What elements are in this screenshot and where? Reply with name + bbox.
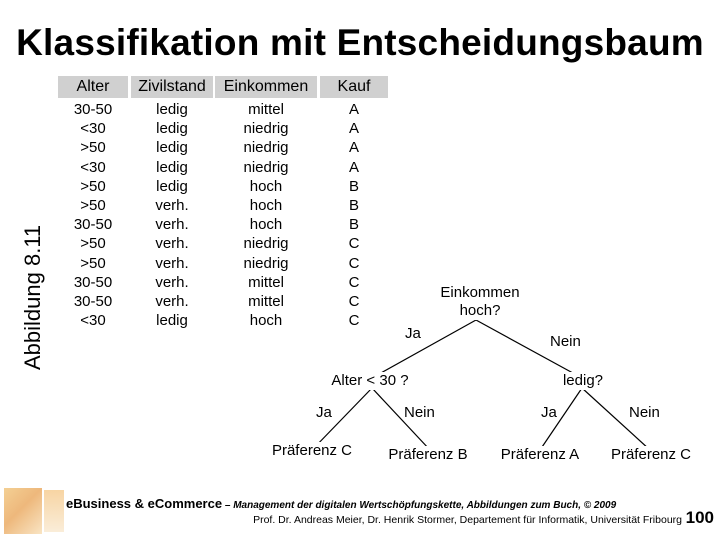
edge-label-alter-yes: Ja — [316, 404, 332, 421]
table-cell-alter: 30-50 — [73, 292, 113, 310]
table-cell-kauf: A — [348, 158, 359, 176]
table-cell-zivilstand: ledig — [156, 312, 188, 330]
table-cell-kauf: C — [348, 312, 360, 330]
footer-brand: eBusiness & eCommerce — [66, 496, 223, 511]
footer-authors: Prof. Dr. Andreas Meier, Dr. Henrik Stormer, Departement für Informatik, Universität Fribourg — [253, 514, 682, 526]
table-cell-kauf: B — [348, 177, 359, 195]
decorative-image-icon — [44, 490, 64, 532]
edge-label-root-yes: Ja — [405, 325, 421, 342]
table-cell-kauf: A — [348, 139, 359, 157]
table-cell-alter: >50 — [80, 196, 106, 214]
table-cell-alter: >50 — [80, 254, 106, 272]
table-cell-einkommen: mittel — [248, 101, 284, 118]
node-ledig: ledig? — [548, 372, 618, 390]
node-alter: Alter < 30 ? — [318, 372, 422, 390]
footer-subtitle: – Management der digitalen Wertschöpfungskette, Abbildungen zum Buch, © 2009 — [222, 500, 617, 511]
leaf-1: Präferenz C — [262, 442, 362, 460]
table-cell-zivilstand: verh. — [155, 254, 189, 272]
leaf-4: Präferenz C — [601, 446, 701, 464]
table-cell-alter: <30 — [80, 158, 106, 176]
table-cell-kauf: A — [348, 101, 359, 118]
root-node-line1: Einkommen — [440, 284, 520, 301]
table-cell-zivilstand: verh. — [155, 292, 189, 310]
table-cell-einkommen: niedrig — [243, 139, 289, 157]
table-cell-alter: 30-50 — [73, 216, 113, 234]
table-cell-zivilstand: ledig — [156, 101, 188, 118]
root-node — [425, 284, 535, 320]
edge-label-root-no: Nein — [550, 333, 581, 350]
table-cell-kauf: B — [348, 196, 359, 214]
table-cell-einkommen: hoch — [249, 177, 283, 195]
header-alter: Alter — [58, 76, 128, 98]
table-cell-einkommen: niedrig — [243, 120, 289, 138]
footer — [0, 486, 720, 540]
edge-label-ledig-no: Nein — [629, 404, 660, 421]
table-cell-zivilstand: verh. — [155, 235, 189, 253]
edge-label-ledig-yes: Ja — [541, 404, 557, 421]
table-cell-alter: >50 — [80, 235, 106, 253]
leaf-2: Präferenz B — [378, 446, 478, 464]
table-cell-zivilstand: verh. — [155, 196, 189, 214]
edge-root-left — [372, 320, 476, 378]
header-kauf: Kauf — [320, 76, 388, 98]
table-cell-kauf: C — [348, 254, 360, 272]
table-cell-alter: 30-50 — [73, 273, 113, 291]
slide-title: Klassifikation mit Entscheidungsbaum — [16, 22, 704, 63]
table-cell-einkommen: niedrig — [243, 254, 289, 272]
table-cell-alter: <30 — [80, 312, 106, 330]
table-cell-zivilstand: ledig — [156, 177, 188, 195]
header-zivilstand: Zivilstand — [131, 76, 213, 98]
table-cell-alter: >50 — [80, 139, 106, 157]
publisher-logo-icon — [4, 488, 42, 534]
header-einkommen: Einkommen — [215, 76, 317, 98]
table-cell-einkommen: mittel — [248, 273, 284, 291]
leaf-3: Präferenz A — [490, 446, 590, 464]
page-number: 100 — [685, 508, 714, 527]
figure-label: Abbildung 8.11 — [20, 224, 45, 370]
table-cell-zivilstand: ledig — [156, 139, 188, 157]
table-cell-einkommen: niedrig — [243, 235, 289, 253]
table-cell-zivilstand: verh. — [155, 216, 189, 234]
table-cell-einkommen: mittel — [248, 292, 284, 310]
root-node-line2: hoch? — [459, 302, 501, 319]
table-cell-einkommen: hoch — [249, 216, 283, 234]
table-cell-zivilstand: ledig — [156, 158, 188, 176]
table-cell-alter: <30 — [80, 120, 106, 138]
table-cell-zivilstand: verh. — [155, 273, 189, 291]
table-cell-einkommen: niedrig — [243, 158, 289, 176]
table-cell-kauf: C — [348, 292, 360, 310]
edge-label-alter-no: Nein — [404, 404, 435, 421]
table-cell-alter: >50 — [80, 177, 106, 195]
table-cell-zivilstand: ledig — [156, 120, 188, 138]
footer-line-1 — [66, 496, 616, 511]
table-cell-kauf: B — [348, 216, 359, 234]
table-cell-kauf: C — [348, 273, 360, 291]
table-cell-einkommen: hoch — [249, 312, 283, 330]
table-cell-kauf: C — [348, 235, 360, 253]
table-cell-einkommen: hoch — [249, 196, 283, 214]
table-cell-alter: 30-50 — [73, 101, 113, 118]
table-cell-kauf: A — [348, 120, 359, 138]
